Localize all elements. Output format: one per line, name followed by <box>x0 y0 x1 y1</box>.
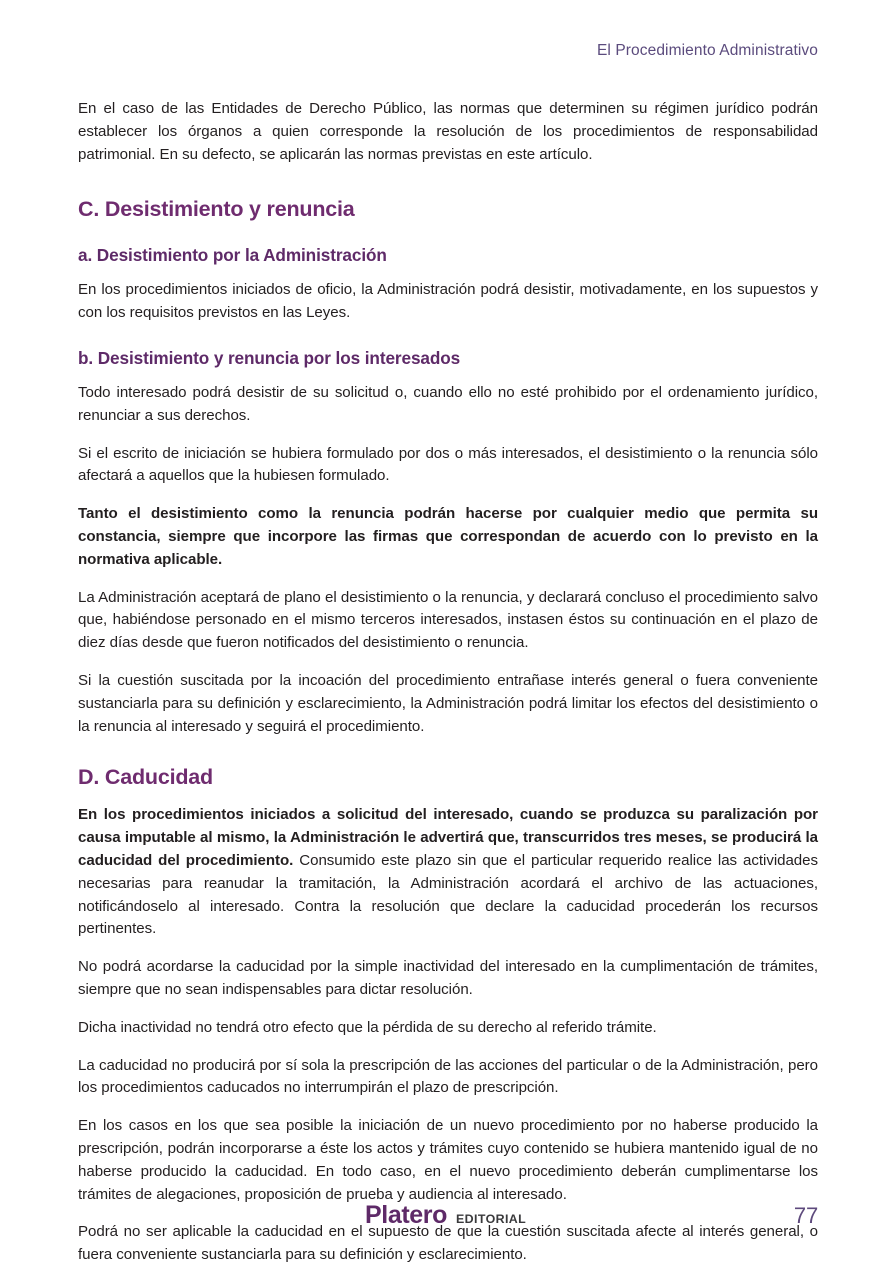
publisher-subtitle: EDITORIAL <box>455 1212 527 1226</box>
subsection-heading-a: a. Desistimiento por la Administración <box>78 245 387 266</box>
page-number: 77 <box>793 1203 818 1228</box>
subsection-b-paragraph-2: Si el escrito de iniciación se hubiera formulado por dos o más interesados, el desistimiento o la renuncia sólo afectará a aquellos que la hubiesen formulado. <box>78 444 818 485</box>
page-footer <box>78 1198 818 1228</box>
section-heading-c: C. Desistimiento y renuncia <box>78 197 355 222</box>
section-d-paragraph-3: Dicha inactividad no tendrá otro efecto que la pérdida de su derecho al referido trámite. <box>78 1018 657 1036</box>
section-d-paragraph-1-remainder: Consumido este plazo sin que el particular requerido realice las actividades necesarias para reanudar la tramitación, la Administración acordará el archivo de las actuaciones, notificándoselo al interesado. Contra la resolución que declare la caducidad procederán los recursos pertinentes. <box>78 851 818 938</box>
section-heading-d: D. Caducidad <box>78 765 213 790</box>
section-d-paragraph-6: Podrá no ser aplicable la caducidad en el supuesto de que la cuestión suscitada afecte al interés general, o fuera conveniente sustanciarla para su definición y esclarecimiento. <box>78 1223 818 1264</box>
section-d-paragraph-4: La caducidad no producirá por sí sola la prescripción de las acciones del particular o de la Administración, pero los procedimientos caducados no interrumpirán el plazo de prescripción. <box>78 1056 818 1097</box>
section-d-paragraph-5: En los casos en los que sea posible la iniciación de un nuevo procedimiento por no haberse producido la prescripción, podrán incorporarse a éste los actos y trámites cuyo contenido se hubiera mantenido igual de no haberse producido la caducidad. En todo caso, en el nuevo procedimiento deberán cumplimentarse los trámites de alegaciones, proposición de prueba y audiencia al interesado. <box>78 1117 818 1203</box>
section-d-paragraph-2: No podrá acordarse la caducidad por la simple inactividad del interesado en la cumplimentación de trámites, siempre que no sean indispensables para dictar resolución. <box>78 958 818 998</box>
publisher-logo <box>365 1203 526 1228</box>
subsection-b-paragraph-4: La Administración aceptará de plano el desistimiento o la renuncia, y declarará concluso el procedimiento salvo que, habiéndose personado en el mismo terceros interesados, instasen éstos su continuación en el plazo de diez días desde que fueron notificados del desistimiento o renuncia. <box>78 588 818 652</box>
subsection-b-paragraph-5: Si la cuestión suscitada por la incoación del procedimiento entrañase interés general o fuera conveniente sustanciarla para su definición y esclarecimiento, la Administración podrá limitar los efectos del desistimiento o la renuncia al interesado y seguirá el procedimiento. <box>78 671 818 735</box>
section-d-paragraph-1-emphasis: En los procedimientos iniciados a solicitud del interesado, cuando se produzca su paralización por causa imputable al mismo, la Administración le advertirá que, transcurridos tres meses, se producirá la caducidad del procedimiento. <box>78 806 818 869</box>
subsection-b-paragraph-1: Todo interesado podrá desistir de su solicitud o, cuando ello no esté prohibido por el ordenamiento jurídico, renunciar a sus derechos. <box>78 383 818 424</box>
intro-paragraph: En el caso de las Entidades de Derecho Público, las normas que determinen su régimen jurídico podrán establecer los órganos a quien corresponde la resolución de los procedimientos de responsabilidad patrimonial. En su defecto, se aplicarán las normas previstas en este artículo. <box>78 100 818 163</box>
subsection-a-paragraph: En los procedimientos iniciados de oficio, la Administración podrá desistir, motivadamente, en los supuestos y con los requisitos previstos en las Leyes. <box>78 281 818 322</box>
section-d-paragraph-1 <box>78 804 818 941</box>
publisher-name: Platero <box>365 1201 447 1229</box>
page-content <box>78 98 818 1267</box>
running-head: El Procedimiento Administrativo <box>596 42 818 59</box>
subsection-heading-b: b. Desistimiento y renuncia por los interesados <box>78 347 461 368</box>
subsection-b-paragraph-3-emphasis: Tanto el desistimiento como la renuncia podrán hacerse por cualquier medio que permita su constancia, siempre que incorpore las firmas que correspondan de acuerdo con lo previsto en la normativa aplicable. <box>78 505 818 568</box>
